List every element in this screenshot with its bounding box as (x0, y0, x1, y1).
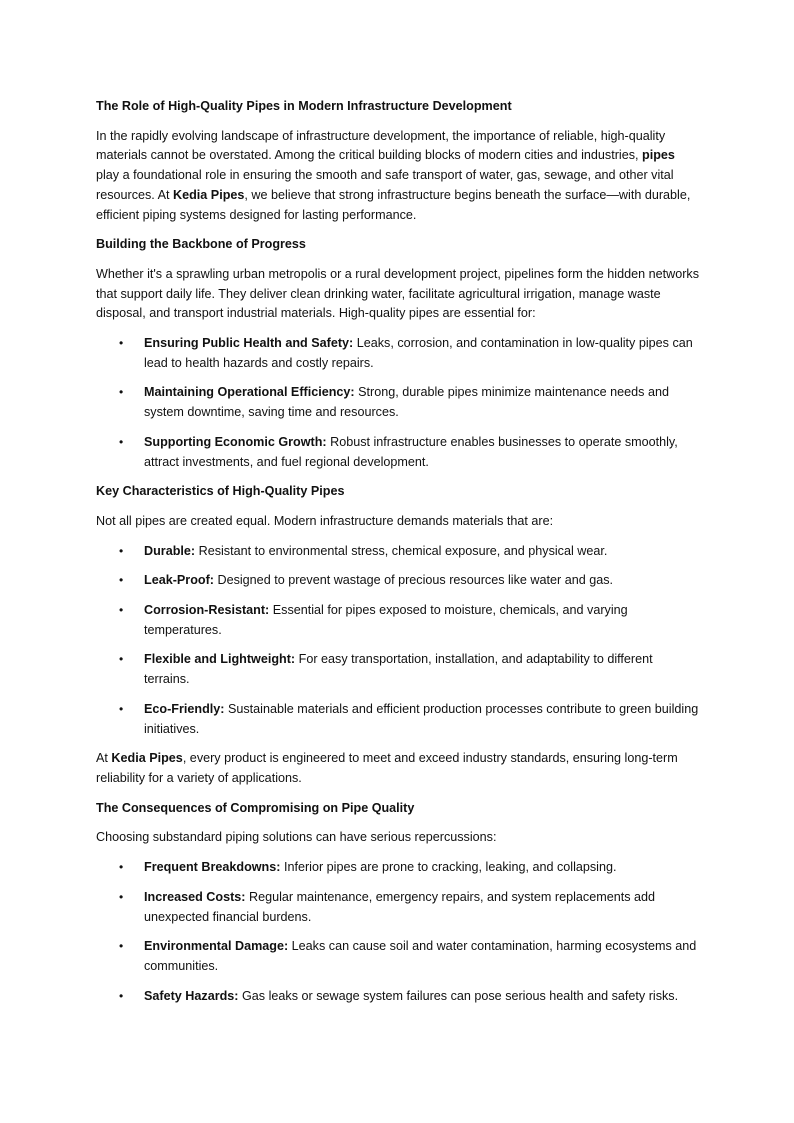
list-item-text: Designed to prevent wastage of precious resources like water and gas. (213, 573, 614, 588)
bullet-icon: • (119, 385, 124, 400)
closing-paragraph-brand (96, 749, 700, 788)
bullet-icon: • (119, 603, 124, 618)
intro-text-2: play a foundational role in ensuring the smooth and safe transport of water, gas, sewage, and other vital resources. At (96, 168, 674, 202)
list-item (96, 383, 700, 422)
list-item (96, 334, 700, 373)
bullet-icon: • (119, 701, 124, 716)
list-item (96, 650, 700, 689)
list-item-text: Strong, durable pipes minimize maintenance needs and system downtime, saving time and resources. (144, 385, 669, 420)
document-title: The Role of High-Quality Pipes in Modern Infrastructure Development (96, 99, 512, 113)
list-item (96, 987, 700, 1007)
section-paragraph-characteristics: Not all pipes are created equal. Modern infrastructure demands materials that are: (96, 513, 554, 528)
list-item (96, 601, 700, 640)
list-item-label: Supporting Economic Growth: (144, 434, 327, 449)
list-item-text: Resistant to environmental stress, chemical exposure, and physical wear. (195, 543, 608, 558)
closing-text-2: , every product is engineered to meet and exceed industry standards, ensuring long-term reliability for a variety of applications. (96, 751, 678, 785)
list-item-text: Sustainable materials and efficient production processes contribute to green building initiatives. (144, 701, 699, 736)
closing-bold-brand: Kedia Pipes (111, 751, 183, 766)
list-item-text: Robust infrastructure enables businesses to operate smoothly, attract investments, and fuel regional development. (144, 434, 678, 469)
list-item-label: Environmental Damage: (144, 939, 289, 954)
list-item-label: Frequent Breakdowns: (144, 860, 281, 875)
bullet-list-characteristics (96, 542, 700, 740)
list-item-text: Regular maintenance, emergency repairs, and system replacements add unexpected financial burdens. (144, 889, 656, 924)
bullet-icon: • (119, 860, 124, 875)
list-item-text: Leaks can cause soil and water contamination, harming ecosystems and communities. (144, 939, 697, 973)
list-item-label: Ensuring Public Health and Safety: (144, 336, 354, 351)
list-item (96, 858, 700, 878)
list-item (96, 700, 700, 739)
section-heading-consequences: The Consequences of Compromising on Pipe Quality (96, 800, 415, 815)
section-paragraph-backbone: Whether it's a sprawling urban metropolis or a rural development project, pipelines form the hidden networks that support daily life. They deliver clean drinking water, facilitate agricultural irrigation, manage waste disposal, and transport industrial materials. High-quality pipes are essential for: (96, 266, 700, 321)
list-item-text: For easy transportation, installation, and adaptability to different terrains. (144, 652, 653, 687)
list-item-text: Leaks, corrosion, and contamination in low-quality pipes can lead to health hazards and costly repairs. (144, 336, 693, 370)
list-item-label: Eco-Friendly: (144, 701, 225, 716)
bullet-icon: • (119, 434, 124, 449)
bullet-icon: • (119, 988, 124, 1003)
bullet-icon: • (119, 652, 124, 667)
list-item-label: Flexible and Lightweight: (144, 652, 296, 667)
document-page (96, 97, 700, 1016)
bullet-list-consequences (96, 858, 700, 1006)
list-item (96, 937, 700, 976)
list-item (96, 888, 700, 927)
section-heading-backbone: Building the Backbone of Progress (96, 237, 306, 252)
list-item (96, 433, 700, 472)
list-item-text: Essential for pipes exposed to moisture, chemicals, and varying temperatures. (144, 603, 628, 637)
bullet-icon: • (119, 336, 124, 351)
list-item-text: Inferior pipes are prone to cracking, leaking, and collapsing. (280, 860, 617, 875)
list-item-text: Gas leaks or sewage system failures can pose serious health and safety risks. (238, 988, 679, 1003)
bullet-icon: • (119, 543, 124, 558)
list-item (96, 571, 700, 591)
section-heading-characteristics: Key Characteristics of High-Quality Pipes (96, 484, 345, 499)
intro-text-1: In the rapidly evolving landscape of infrastructure development, the importance of reliable, high-quality materials cannot be overstated. Among the critical building blocks of modern cities and industries, (96, 128, 666, 163)
bullet-icon: • (119, 889, 124, 904)
list-item-label: Durable: (144, 543, 196, 558)
list-item-label: Safety Hazards: (144, 988, 239, 1003)
closing-text-1: At (96, 751, 112, 766)
list-item-label: Leak-Proof: (144, 573, 214, 588)
intro-text-3: , we believe that strong infrastructure begins beneath the surface—with durable, efficient piping systems designed for lasting performance. (96, 187, 691, 222)
list-item-label: Corrosion-Resistant: (144, 603, 270, 618)
bullet-icon: • (119, 573, 124, 588)
intro-bold-brand: Kedia Pipes (173, 187, 245, 202)
list-item-label: Increased Costs: (144, 889, 246, 904)
bullet-list-backbone (96, 334, 700, 472)
list-item-label: Maintaining Operational Efficiency: (144, 385, 355, 400)
bullet-icon: • (119, 939, 124, 954)
intro-paragraph (96, 127, 700, 226)
list-item (96, 542, 700, 562)
section-paragraph-consequences: Choosing substandard piping solutions can have serious repercussions: (96, 830, 497, 845)
intro-bold-pipes: pipes (642, 148, 675, 163)
